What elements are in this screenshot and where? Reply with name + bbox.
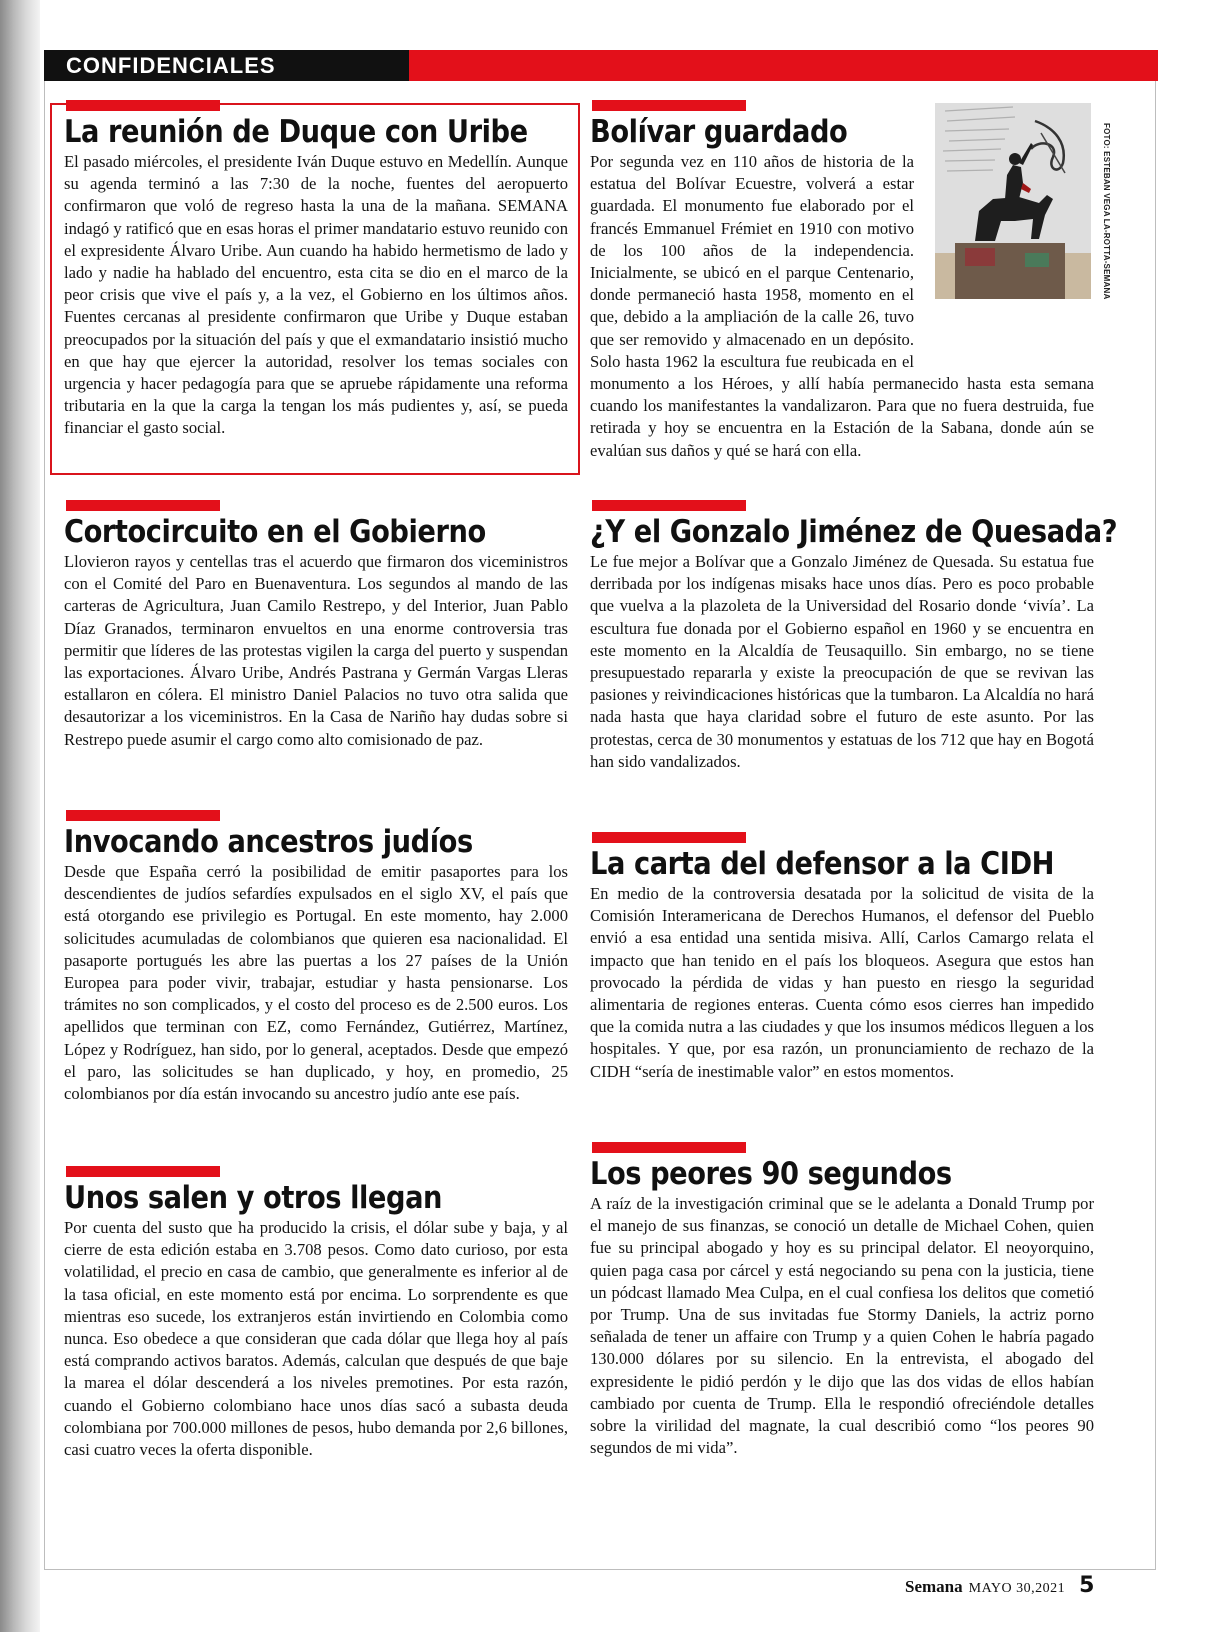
article-ancestros-judios — [64, 810, 568, 1105]
article-accent-bar — [592, 1142, 746, 1153]
article-accent-bar — [592, 500, 746, 511]
article-body: Le fue mejor a Bolívar que a Gonzalo Jiménez de Quesada. Su estatua fue derribada por los indígenas misaks hace unos días. Pero es poco probable que vuelva a la plazoleta de la Universidad del Rosario donde ‘vivía’. La escultura fue donada por el Gobierno español en 1960 y se encuentra en este momento en la Alcaldía de Teusaquillo. Sin embargo, no se tiene presupuestado repararla y existe la preocupación de que se revivan las pasiones y reivindicaciones históricas que la tumbaron. La Alcaldía no hará nada hasta que haya claridad sobre el futuro de este asunto. Por las protestas, cerca de 30 monumentos y estatuas de los 712 que hay en Bogotá han sido vandalizados. — [590, 552, 1094, 771]
article-title: La carta del defensor a la CIDH — [590, 846, 1055, 882]
article-unos-salen — [64, 1166, 568, 1461]
article-accent-bar — [66, 100, 220, 111]
article-body: En medio de la controversia desatada por la solicitud de visita de la Comisión Interamericana de Derechos Humanos, el defensor del Pueblo envió a esa entidad una sentida misiva. Allí, Carlos Camargo relata el impacto que han tenido en el país los bloqueos. Asegura que estos han provocado la pérdida de vidas y han puesto en riesgo la seguridad alimentaria de regiones enteras. Cuenta cómo esos cierres han impedido que la comida nutra a las ciudades y que los insumos médicos lleguen a los hospitales. Y que, por esa razón, un pronunciamiento de rechazo de la CIDH “sería de inestimable valor” en estos momentos. — [590, 884, 1094, 1081]
article-accent-bar — [66, 1166, 220, 1177]
statue-illustration — [935, 103, 1091, 299]
article-title: Bolívar guardado — [590, 114, 848, 150]
article-body: Desde que España cerró la posibilidad de emitir pasaportes para los descendientes de judíos sefardíes expulsados en el siglo XV, el país que está otorgando ese privilegio es Portugal. En este momento, hay 2.000 solicitudes acumuladas de colombianos que quieren esa nacionalidad. El pasaporte portugués les abre las puertas a los 27 países de la Unión Europea para poder vivir, trabajar, estudiar y hasta pensionarse. Los trámites no son complicados, y el costo del proceso es de 2.500 euros. Los apellidos que terminan con EZ, como Fernández, Gutiérrez, Martínez, López y Rodríguez, han sido, por lo general, aceptados. Desde que empezó el paro, las solicitudes se han duplicado, y hoy, en promedio, 25 colombianos por día están invocando su ancestro judío ante ese país. — [64, 862, 568, 1104]
section-header — [44, 50, 1158, 81]
article-title: Cortocircuito en el Gobierno — [64, 514, 486, 550]
article-body: Llovieron rayos y centellas tras el acuerdo que firmaron dos viceministros con el Comité del Paro en Buenaventura. Los segundos al mando de las carteras de Agricultura, Juan Camilo Restrepo, y del Interior, Juan Pablo Díaz Granados, terminaron envueltos en una enorme controversia tras permitir que líderes de las protestas vigilen la carga del puerto y suspendan las exportaciones. Álvaro Uribe, Andrés Pastrana y Germán Vargas Lleras estallaron en cólera. El ministro Daniel Palacios no tuvo otra salida que desautorizar a los viceministros. En la Casa de Nariño hay dudas sobre si Restrepo puede asumir el cargo como alto comisionado de paz. — [64, 552, 568, 749]
page-number: 5 — [1079, 1573, 1095, 1598]
article-peores-90 — [590, 1142, 1094, 1459]
article-accent-bar — [66, 810, 220, 821]
article-title: Invocando ancestros judíos — [64, 824, 473, 860]
article-title: La reunión de Duque con Uribe — [64, 114, 528, 150]
page-spine-shadow — [0, 0, 40, 1632]
page-footer — [905, 1573, 1094, 1597]
article-duque-uribe — [64, 100, 568, 440]
article-body: A raíz de la investigación criminal que se le adelanta a Donald Trump por el manejo de sus finanzas, se conoció un detalle de Michael Cohen, quien fue su principal abogado y hoy es su principal delator. El neoyorquino, quien paga casa por cárcel y está negociando su pena con la justicia, tiene un pódcast llamado Mea Culpa, en el cual confiesa los delitos que cometió por Trump. Una de sus invitadas fue Stormy Daniels, la actriz porno señalada de tener un affaire con Trump y a quien Cohen le habría pagado 130.000 dólares por su silencio. En la entrevista, el abogado del expresidente le pidió perdón y le dijo que las dos vidas de ellos habían cambiado por cuenta de Trump. Ella le respondió ofreciéndole detalles sobre la virilidad del magnate, la cual describió como “los peores 90 segundos de mi vida”. — [590, 1194, 1094, 1458]
article-title: Unos salen y otros llegan — [64, 1180, 443, 1216]
article-cortocircuito — [64, 500, 568, 751]
article-title: Los peores 90 segundos — [590, 1156, 952, 1192]
issue-date: MAYO 30,2021 — [968, 1581, 1066, 1596]
article-accent-bar — [66, 500, 220, 511]
section-label: CONFIDENCIALES — [44, 50, 409, 81]
article-title: ¿Y el Gonzalo Jiménez de Quesada? — [590, 514, 1118, 550]
article-carta-cidh — [590, 832, 1094, 1083]
article-accent-bar — [592, 832, 746, 843]
article-body: Por segunda vez en 110 años de historia de la estatua del Bolívar Ecuestre, volverá a estar guardada. El monumento fue elaborado por el francés Emmanuel Frémiet en 1910 con motivo de los 100 años de la independencia. Inicialmente, se ubicó en el parque Centenario, donde permaneció hasta 1958, momento en el que, debido a la ampliación de la calle 26, tuvo que ser removido y almacenado en un depósito. Solo hasta 1962 la escultura fue reubicada en el monumento a los Héroes, y allí había permanecido hasta esta semana cuando los manifestantes la vandalizaron. Para que no fuera destruida, fue retirada y hoy se encuentra en la Estación de la Sabana, donde aún se evalúan sus daños y qué se hará con ella. — [590, 152, 1094, 460]
article-body: El pasado miércoles, el presidente Iván Duque estuvo en Medellín. Aunque su agenda terminó a las 7:30 de la noche, fuentes del aeropuerto confirmaron que voló de regreso hasta la una de la mañana. SEMANA indagó y ratificó que en esas horas el primer mandatario estuvo reunido con el expresidente Álvaro Uribe. Aun cuando ha habido hermetismo de lado y lado y nadie ha hablado del encuentro, esta cita se dio en el marco de la peor crisis que vive el país y, a la vez, el Gobierno en los últimos años. Fuentes cercanas al presidente confirmaron que Uribe y Duque estaban preocupados por la situación del país y que el exmandatario insistió mucho en que hay que ejercer la autoridad, resolver los temas sociales con urgencia y hacer pedagogía para que se apruebe rápidamente una reforma tributaria en la que la carga la tengan los más pudientes y, así, se pueda financiar el gasto social. — [64, 152, 568, 438]
article-body: Por cuenta del susto que ha producido la crisis, el dólar sube y baja, y al cierre de esta edición estaba en 3.708 pesos. Como dato curioso, por esta volatilidad, el precio en casa de cambio, que generalmente es inferior al de la tasa oficial, en este momento está por encima. Lo sorprendente es que mientras eso sucede, los extranjeros están invirtiendo en Colombia como nunca. Eso obedece a que consideran que cada dólar que llega hoy al país está comprando activos baratos. Además, calculan que después de que baje la marea el dólar descenderá a los niveles premotines. Por esta razón, cuando el Gobierno colombiano hace unos días sacó a subasta deuda colombiana por 700.000 millones de pesos, hubo demanda por 2,6 billones, casi cuatro veces la oferta disponible. — [64, 1218, 568, 1460]
bolivar-statue-photo — [935, 103, 1091, 299]
article-jimenez-quesada — [590, 500, 1118, 773]
article-accent-bar — [592, 100, 746, 111]
photo-credit: FOTO: ESTEBAN VEGA LA-ROTTA-SEMANA — [1102, 122, 1111, 299]
magazine-name: Semana — [905, 1577, 963, 1596]
